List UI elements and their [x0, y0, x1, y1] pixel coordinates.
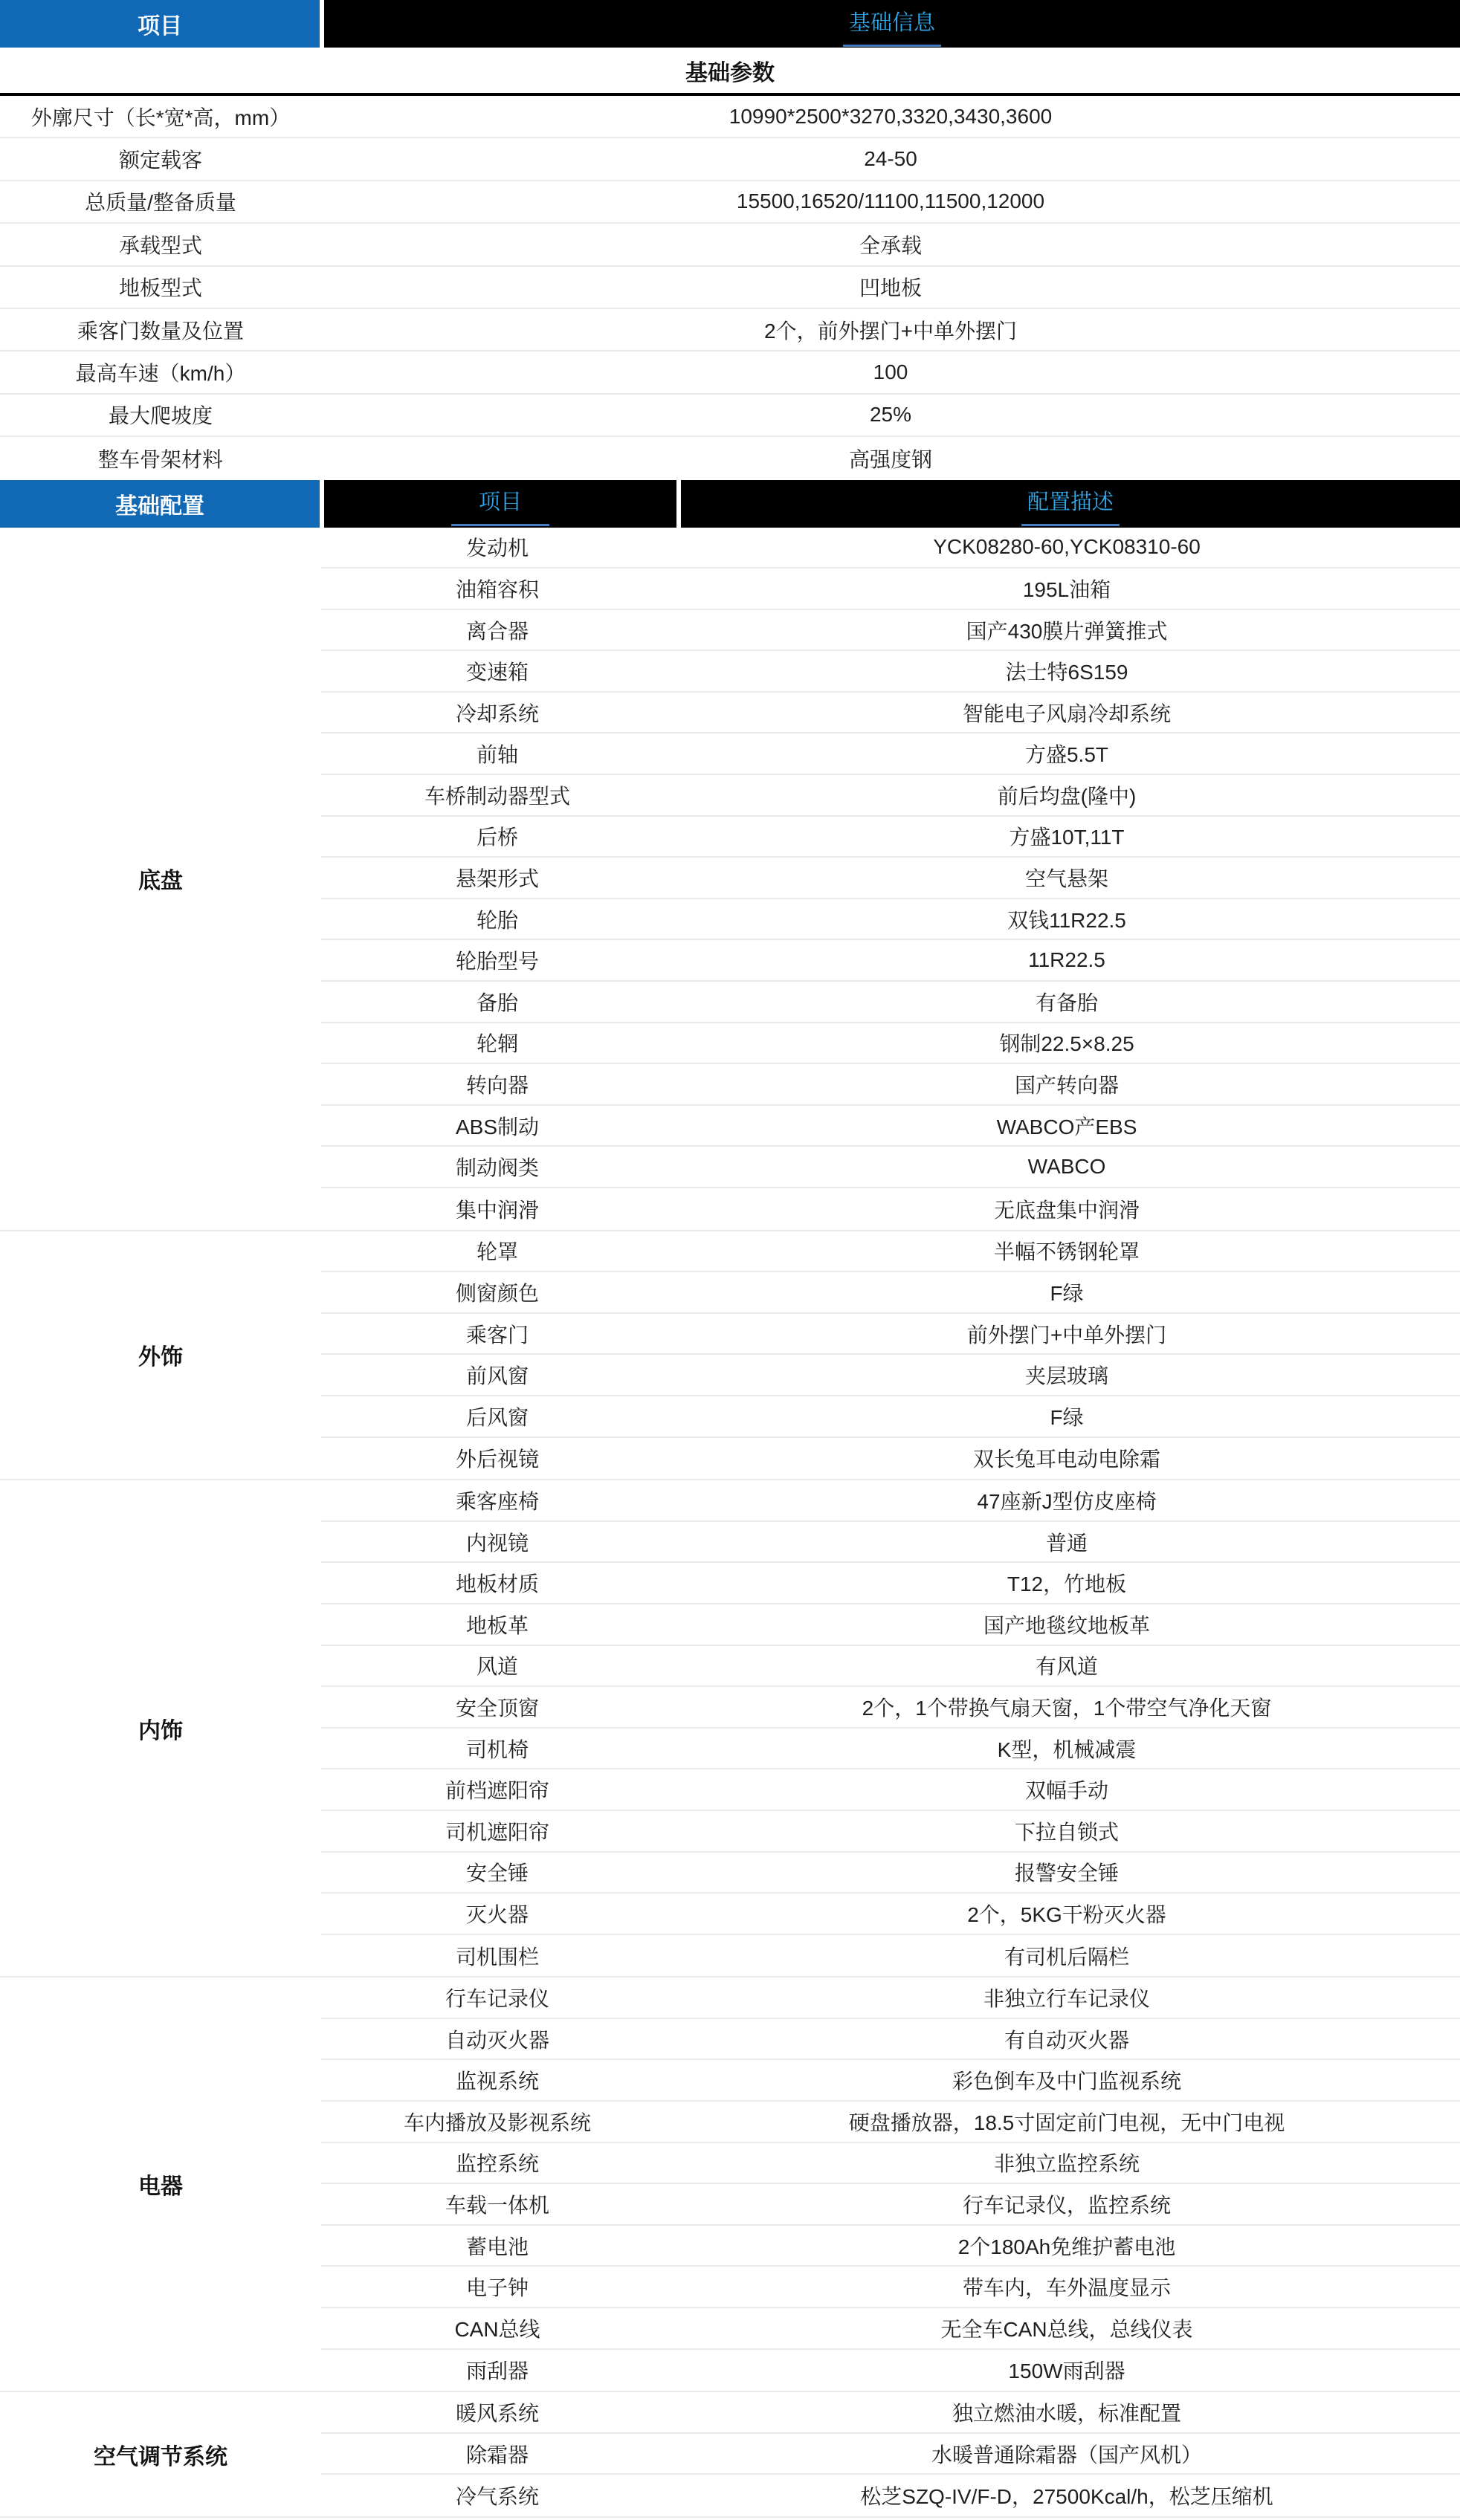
table-row — [321, 899, 1460, 941]
group-label: 空气调节系统 — [94, 2444, 227, 2469]
table-row — [0, 267, 1460, 309]
spec-label: 司机椅 — [465, 1737, 529, 1761]
table-row — [0, 224, 1460, 266]
spec-label: 轮罩 — [476, 1240, 518, 1264]
table-row — [321, 775, 1460, 817]
table-row — [321, 2475, 1460, 2516]
spec-label: 集中润滑 — [455, 1198, 539, 1222]
table-row — [321, 940, 1460, 982]
table-row — [321, 1314, 1460, 1355]
spec-value: 195L油箱 — [1022, 577, 1111, 601]
spec-value: K型，机械减震 — [997, 1737, 1137, 1761]
table-row — [321, 569, 1460, 610]
table-row — [0, 352, 1460, 394]
spec-value: 有风道 — [1035, 1655, 1098, 1679]
spec-label: 轮胎 — [476, 908, 518, 932]
spec-label: 监视系统 — [455, 2070, 539, 2093]
spec-label: 制动阀类 — [455, 1156, 539, 1180]
table-row — [321, 1231, 1460, 1273]
table-row — [321, 1604, 1460, 1646]
spec-label: 悬架形式 — [455, 867, 539, 891]
spec-label: 冷却系统 — [455, 702, 539, 725]
spec-label: 乘客座椅 — [455, 1489, 539, 1513]
table-row — [321, 1147, 1460, 1188]
spec-value: 法士特6S159 — [1005, 661, 1128, 684]
spec-label: CAN总线 — [454, 2317, 540, 2341]
spec-label: 电子钟 — [465, 2276, 529, 2300]
spec-label: 安全锤 — [465, 1862, 529, 1885]
spec-label: 司机遮阳帘 — [445, 1820, 549, 1844]
spec-value: 无底盘集中润滑 — [993, 1198, 1140, 1222]
tab-config-item[interactable]: 项目 — [477, 481, 523, 526]
spec-value: F绿 — [1050, 1282, 1084, 1305]
spec-label: 外后视镜 — [455, 1448, 539, 1471]
spec-label: 地板型式 — [118, 276, 202, 300]
spec-label: 前轴 — [476, 743, 518, 767]
spec-value: 无全车CAN总线，总线仪表 — [940, 2317, 1193, 2341]
spec-label: ABS制动 — [455, 1115, 540, 1138]
spec-label: 承载型式 — [118, 233, 202, 257]
table-row — [321, 2308, 1460, 2350]
spec-label: 雨刮器 — [465, 2359, 529, 2383]
spec-label: 地板革 — [465, 1613, 529, 1637]
spec-value: 双长兔耳电动电除霜 — [972, 1448, 1160, 1471]
table-row — [321, 1522, 1460, 1564]
spec-value: 有自动灭火器 — [1004, 2028, 1129, 2052]
config-header-group-cell — [0, 480, 320, 528]
top-header-bar — [0, 0, 1460, 48]
table-row — [0, 96, 1460, 138]
group-label: 外饰 — [138, 1345, 183, 1370]
top-header-item-label: 项目 — [138, 14, 182, 39]
spec-label: 后桥 — [476, 826, 518, 849]
spec-value: 150W雨刮器 — [1008, 2359, 1125, 2383]
spec-label: 轮辋 — [476, 1032, 518, 1056]
group-label: 内饰 — [138, 1718, 183, 1743]
table-row — [321, 2060, 1460, 2102]
spec-label: 乘客门数量及位置 — [77, 319, 244, 343]
spec-value: 方盛10T,11T — [1009, 826, 1125, 849]
table-row — [321, 1480, 1460, 1522]
table-row — [321, 1646, 1460, 1688]
config-table — [0, 528, 1460, 2519]
table-row — [321, 2184, 1460, 2226]
spec-label: 车内播放及影视系统 — [403, 2111, 591, 2134]
top-header-info-cell — [324, 0, 1460, 48]
config-group — [0, 528, 1460, 1231]
spec-value: F绿 — [1050, 1405, 1084, 1429]
spec-value: 水暖普通除霜器（国产风机） — [931, 2443, 1202, 2466]
spec-label: 额定载客 — [118, 149, 202, 172]
spec-label: 暖风系统 — [455, 2402, 539, 2426]
spec-label: 后风窗 — [465, 1405, 529, 1429]
table-row — [321, 1023, 1460, 1065]
spec-label: 监控系统 — [455, 2152, 539, 2176]
spec-label: 整车骨架材料 — [97, 447, 223, 471]
spec-label: 内视镜 — [465, 1531, 529, 1555]
spec-label: 侧窗颜色 — [455, 1282, 539, 1305]
spec-label: 总质量/整备质量 — [85, 191, 236, 215]
spec-label: 油箱容积 — [455, 577, 539, 601]
group-label: 电器 — [138, 2174, 183, 2200]
table-row — [321, 2226, 1460, 2267]
spec-value: 硬盘播放器，18.5寸固定前门电视，无中门电视 — [848, 2111, 1285, 2134]
spec-label: 轮胎型号 — [455, 950, 539, 974]
spec-value: 有备胎 — [1035, 991, 1098, 1014]
tab-basic-info[interactable]: 基础信息 — [847, 1, 937, 47]
spec-value: 15500,16520/11100,11500,12000 — [736, 190, 1045, 213]
table-row — [321, 1563, 1460, 1604]
table-row — [0, 309, 1460, 352]
table-row — [321, 610, 1460, 652]
group-label: 底盘 — [138, 869, 183, 894]
table-row — [321, 858, 1460, 899]
spec-label: 乘客门 — [465, 1323, 529, 1347]
table-row — [321, 1272, 1460, 1314]
config-group — [0, 2392, 1460, 2518]
spec-value: WABCO — [1027, 1155, 1106, 1179]
group-rows — [321, 1231, 1460, 1480]
spec-label: 最高车速（km/h） — [75, 362, 246, 386]
spec-label: 灭火器 — [465, 1902, 529, 1926]
spec-label: 最大爬坡度 — [108, 404, 213, 428]
spec-label: 转向器 — [465, 1074, 529, 1098]
spec-value: 国产地毯纹地板革 — [983, 1613, 1150, 1637]
table-row — [321, 2350, 1460, 2391]
spec-value: 空气悬架 — [1024, 867, 1108, 891]
spec-value: 双幅手动 — [1024, 1779, 1108, 1803]
table-row — [321, 2102, 1460, 2143]
spec-value: 非独立监控系统 — [993, 2152, 1140, 2176]
spec-value: 松芝SZQ-IV/F-D，27500Kcal/h，松芝压缩机 — [860, 2485, 1273, 2509]
table-row — [321, 2392, 1460, 2434]
table-row — [321, 1853, 1460, 1894]
spec-label: 外廓尺寸（长*宽*高，mm） — [30, 106, 291, 129]
spec-value: 前外摆门+中单外摆门 — [966, 1323, 1167, 1347]
spec-value: 100 — [873, 360, 908, 384]
spec-value: 国产430膜片弹簧推式 — [966, 619, 1168, 643]
table-row — [321, 1978, 1460, 2019]
spec-value: 带车内，车外温度显示 — [962, 2276, 1171, 2300]
spec-label: 前档遮阳帘 — [445, 1779, 549, 1803]
spec-value: 双钱11R22.5 — [1007, 908, 1126, 932]
spec-value: 2个，前外摆门+中单外摆门 — [764, 319, 1017, 343]
table-row — [321, 982, 1460, 1023]
table-row — [321, 1729, 1460, 1770]
table-row — [321, 1355, 1460, 1396]
table-row — [321, 528, 1460, 569]
table-row — [321, 1106, 1460, 1147]
top-header-item-cell — [0, 0, 320, 48]
spec-value: YCK08280-60,YCK08310-60 — [933, 535, 1201, 559]
spec-value: 彩色倒车及中门监视系统 — [952, 2070, 1181, 2093]
table-row — [321, 1687, 1460, 1729]
spec-value: 钢制22.5×8.25 — [999, 1032, 1134, 1056]
spec-value: 夹层玻璃 — [1024, 1364, 1108, 1388]
spec-label: 行车记录仪 — [445, 1987, 549, 2011]
table-row — [321, 1396, 1460, 1438]
spec-value: 有司机后隔栏 — [1004, 1945, 1129, 1969]
section-title-basic-params: 基础参数 — [0, 48, 1460, 96]
spec-label: 变速箱 — [465, 661, 529, 684]
config-header-item-cell — [324, 480, 676, 528]
spec-label: 前风窗 — [465, 1364, 529, 1388]
spec-value: 全承载 — [859, 233, 922, 257]
group-rows — [321, 1978, 1460, 2391]
spec-value: 2个，5KG干粉灭火器 — [967, 1902, 1166, 1926]
spec-label: 地板材质 — [455, 1572, 539, 1596]
spec-label: 冷气系统 — [455, 2485, 539, 2509]
table-row — [321, 1811, 1460, 1853]
spec-value: 独立燃油水暖，标准配置 — [952, 2402, 1181, 2426]
table-row — [321, 1438, 1460, 1480]
spec-value: 报警安全锤 — [1014, 1862, 1119, 1885]
spec-value: 智能电子风扇冷却系统 — [962, 702, 1171, 725]
group-rows — [321, 528, 1460, 1230]
spec-value: 非独立行车记录仪 — [983, 1987, 1150, 2011]
table-row — [321, 2434, 1460, 2475]
table-row — [0, 138, 1460, 181]
table-row — [321, 2267, 1460, 2308]
spec-value: 方盛5.5T — [1024, 743, 1109, 767]
tab-config-desc[interactable]: 配置描述 — [1026, 481, 1115, 526]
spec-label: 发动机 — [465, 537, 529, 560]
spec-value: 11R22.5 — [1028, 948, 1105, 972]
config-group — [0, 1231, 1460, 1481]
spec-value: 国产转向器 — [1014, 1074, 1119, 1098]
config-header-group-label: 基础配置 — [115, 493, 204, 519]
spec-value: 行车记录仪，监控系统 — [962, 2194, 1171, 2218]
spec-value: 47座新J型仿皮座椅 — [977, 1489, 1157, 1513]
spec-label: 离合器 — [465, 619, 529, 643]
spec-value: 半幅不锈钢轮罩 — [993, 1240, 1140, 1264]
table-row — [321, 2143, 1460, 2185]
spec-label: 车载一体机 — [445, 2194, 549, 2218]
spec-label: 除霜器 — [465, 2443, 529, 2466]
table-row — [321, 1935, 1460, 1977]
table-row — [0, 395, 1460, 437]
spec-value: 下拉自锁式 — [1014, 1820, 1119, 1844]
group-rows — [321, 2392, 1460, 2516]
spec-value: 10990*2500*3270,3320,3430,3600 — [729, 104, 1053, 128]
basic-params-table — [0, 96, 1460, 480]
table-row — [321, 1894, 1460, 1935]
table-row — [321, 1064, 1460, 1106]
spec-label: 蓄电池 — [465, 2235, 529, 2258]
spec-value: 2个，1个带换气扇天窗，1个带空气净化天窗 — [862, 1696, 1272, 1720]
config-group — [0, 1480, 1460, 1978]
group-rows — [321, 1480, 1460, 1976]
spec-value: 普通 — [1045, 1531, 1088, 1555]
table-row — [321, 651, 1460, 693]
spec-value: WABCO产EBS — [996, 1115, 1137, 1138]
spec-label: 安全顶窗 — [455, 1696, 539, 1720]
spec-value: 2个180Ah免维护蓄电池 — [957, 2235, 1176, 2258]
spec-label: 风道 — [476, 1655, 518, 1679]
spec-value: T12，竹地板 — [1007, 1572, 1127, 1596]
table-row — [0, 181, 1460, 224]
spec-value: 高强度钢 — [848, 447, 932, 471]
spec-label: 车桥制动器型式 — [424, 784, 570, 808]
table-row — [321, 1769, 1460, 1811]
table-row — [321, 817, 1460, 858]
spec-label: 自动灭火器 — [445, 2028, 549, 2052]
spec-label: 司机围栏 — [455, 1945, 539, 1969]
spec-value: 25% — [869, 403, 912, 427]
table-row — [321, 693, 1460, 734]
table-row — [321, 2019, 1460, 2061]
spec-value: 凹地板 — [859, 276, 922, 300]
spec-value: 前后均盘(隆中) — [997, 784, 1137, 808]
table-row — [321, 733, 1460, 775]
spec-value: 24-50 — [864, 147, 917, 171]
config-group — [0, 1978, 1460, 2392]
table-row — [0, 437, 1460, 479]
table-row — [321, 1188, 1460, 1230]
config-header-bar — [0, 480, 1460, 528]
config-header-desc-cell — [681, 480, 1460, 528]
spec-label: 备胎 — [476, 991, 518, 1014]
